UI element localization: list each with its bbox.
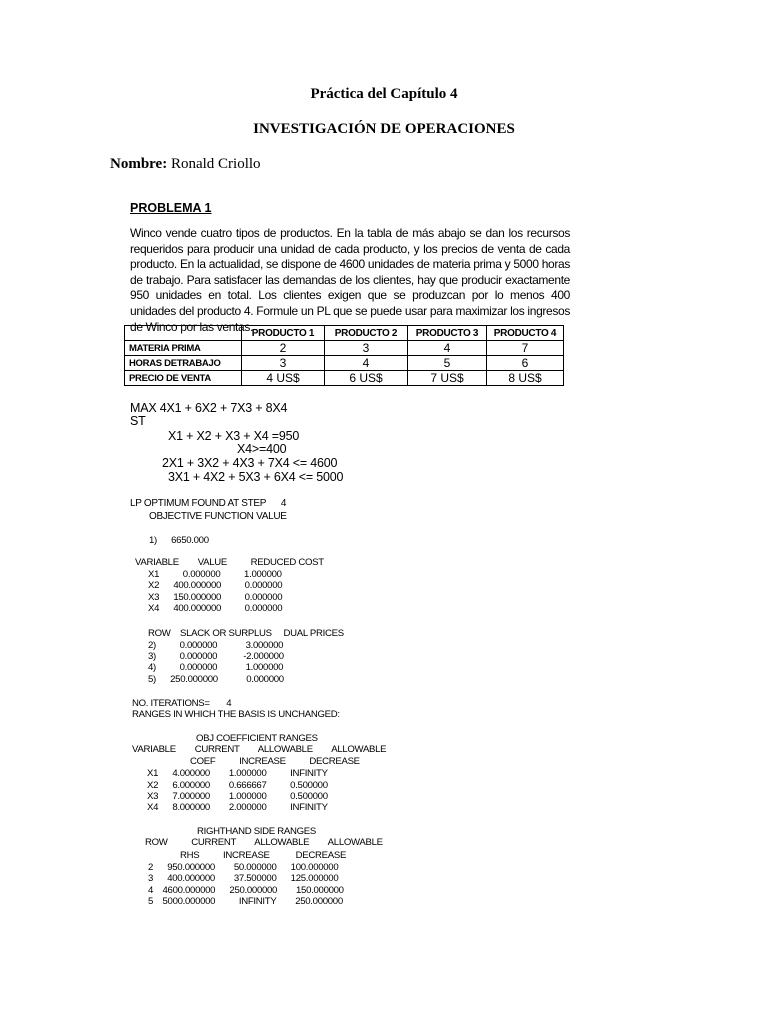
table-cell: 8 US$ — [487, 371, 564, 386]
table-row — [125, 371, 564, 386]
table-header-cell — [125, 326, 242, 341]
output-line: OBJECTIVE FUNCTION VALUE — [149, 511, 287, 522]
row-label: PRECIO DE VENTA — [125, 371, 242, 386]
output-line: VARIABLE CURRENT ALLOWABLE ALLOWABLE — [132, 744, 387, 755]
output-line: 5) 250.000000 0.000000 — [148, 674, 284, 685]
output-line: 4) 0.000000 1.000000 — [148, 662, 284, 673]
name-label: Nombre: — [110, 156, 168, 172]
table-header-cell: PRODUCTO 1 — [242, 326, 325, 341]
table-row — [125, 356, 564, 371]
objective-function: MAX 4X1 + 6X2 + 7X3 + 8X4 — [130, 401, 288, 415]
output-line: OBJ COEFFICIENT RANGES — [196, 733, 318, 744]
document-title: Práctica del Capítulo 4 — [310, 86, 458, 102]
output-line: X2 400.000000 0.000000 — [148, 580, 283, 591]
table-cell: 4 — [408, 341, 487, 356]
table-cell: 7 US$ — [408, 371, 487, 386]
output-line: X1 4.000000 1.000000 INFINITY — [147, 768, 328, 779]
table-header-cell: PRODUCTO 4 — [487, 326, 564, 341]
output-line: X3 7.000000 1.000000 0.500000 — [147, 791, 328, 802]
output-line: ROW CURRENT ALLOWABLE ALLOWABLE — [145, 837, 383, 848]
output-line: NO. ITERATIONS= 4 — [132, 698, 232, 709]
output-line: 3) 0.000000 -2.000000 — [148, 651, 284, 662]
table-header-cell: PRODUCTO 3 — [408, 326, 487, 341]
table-header-cell: PRODUCTO 2 — [325, 326, 408, 341]
table-cell: 3 — [325, 341, 408, 356]
output-line: 2) 0.000000 3.000000 — [148, 640, 284, 651]
output-line: RIGHTHAND SIDE RANGES — [197, 826, 316, 837]
output-line: X2 6.000000 0.666667 0.500000 — [147, 780, 328, 791]
subject-to-label: ST — [130, 414, 146, 428]
row-label: HORAS DETRABAJO — [125, 356, 242, 371]
output-line: 4 4600.000000 250.000000 150.000000 — [148, 885, 344, 896]
output-line: VARIABLE VALUE REDUCED COST — [135, 557, 324, 568]
problem-statement: Winco vende cuatro tipos de productos. En la tabla de más abajo se dan los recursos requeridos para producir una unidad de cada producto, y los precios de venta de cada producto. En la actualidad, se dispone de 4600 unidades de materia prima y 5000 horas de trabajo. Para satisfacer las demandas de los clientes, hay que producir exactamente 950 unidades en total. Los clientes exigen que se produzcan por lo menos 400 unidades del producto 4. Formule un PL que se puede usar para maximizar los ingresos de Winco por las ventas. — [130, 226, 570, 334]
table-cell: 4 US$ — [242, 371, 325, 386]
constraint-1: X1 + X2 + X3 + X4 =950 — [168, 429, 300, 443]
output-line: ROW SLACK OR SURPLUS DUAL PRICES — [148, 628, 344, 639]
output-line: COEF INCREASE DECREASE — [190, 756, 360, 767]
table-row — [125, 341, 564, 356]
table-cell: 4 — [325, 356, 408, 371]
output-line: 2 950.000000 50.000000 100.000000 — [148, 862, 339, 873]
student-name-line — [110, 156, 261, 173]
output-line: X1 0.000000 1.000000 — [148, 569, 282, 580]
course-title: INVESTIGACIÓN DE OPERACIONES — [253, 121, 515, 137]
output-line: RANGES IN WHICH THE BASIS IS UNCHANGED: — [132, 709, 340, 720]
resources-table — [124, 325, 564, 386]
table-header-row — [125, 326, 564, 341]
table-cell: 7 — [487, 341, 564, 356]
output-line: RHS INCREASE DECREASE — [180, 850, 347, 861]
name-value: Ronald Criollo — [167, 156, 261, 172]
output-line: X4 8.000000 2.000000 INFINITY — [147, 802, 328, 813]
output-line: 3 400.000000 37.500000 125.000000 — [148, 873, 339, 884]
constraint-3: 2X1 + 3X2 + 4X3 + 7X4 <= 4600 — [162, 456, 338, 470]
table-cell: 6 — [487, 356, 564, 371]
row-label: MATERIA PRIMA — [125, 341, 242, 356]
table-cell: 6 US$ — [325, 371, 408, 386]
output-line: 5 5000.000000 INFINITY 250.000000 — [148, 896, 343, 907]
table-cell: 5 — [408, 356, 487, 371]
problem-heading: PROBLEMA 1 — [130, 201, 212, 215]
table-cell: 3 — [242, 356, 325, 371]
constraint-2: X4>=400 — [237, 442, 287, 456]
constraint-4: 3X1 + 4X2 + 5X3 + 6X4 <= 5000 — [168, 470, 344, 484]
output-line: X3 150.000000 0.000000 — [148, 592, 283, 603]
output-line: LP OPTIMUM FOUND AT STEP 4 — [130, 498, 287, 509]
output-line: X4 400.000000 0.000000 — [148, 603, 283, 614]
table-cell: 2 — [242, 341, 325, 356]
output-line: 1) 6650.000 — [149, 535, 209, 546]
